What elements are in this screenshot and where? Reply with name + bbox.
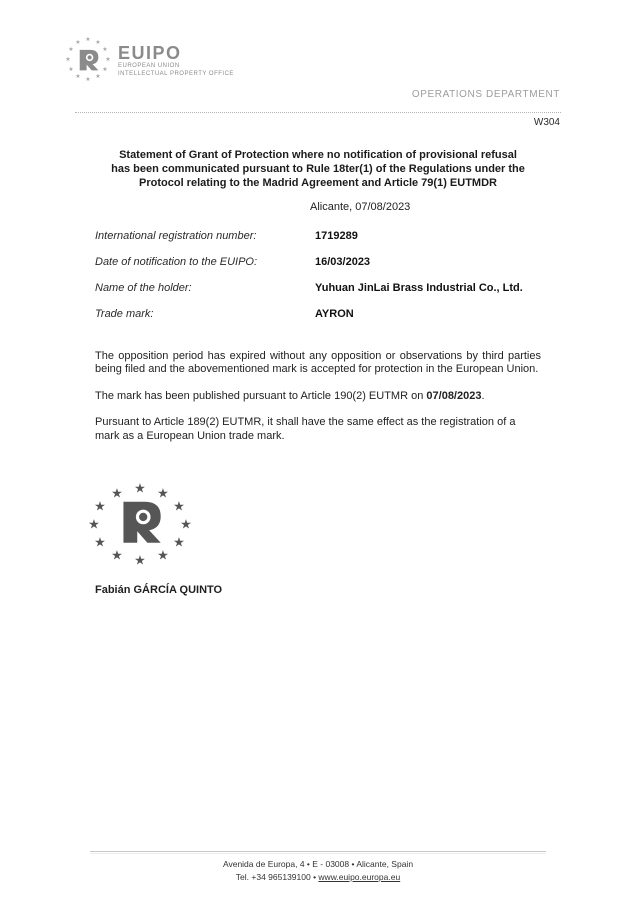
star-icon: ★ bbox=[75, 40, 81, 46]
form-code: W304 bbox=[533, 117, 560, 128]
footer-address: Avenida de Europa, 4 • E - 03008 • Alicante, Spain bbox=[222, 859, 414, 869]
star-icon: ★ bbox=[75, 74, 81, 80]
footer-telephone: Tel. +34 965139100 • bbox=[235, 871, 319, 882]
star-icon: ★ bbox=[134, 480, 146, 496]
field-row-notification-date bbox=[95, 256, 545, 282]
star-icon: ★ bbox=[105, 57, 111, 63]
footer-website-link[interactable]: www.euipo.europa.eu bbox=[318, 871, 401, 882]
dotted-divider bbox=[75, 112, 561, 113]
body-paragraphs bbox=[95, 350, 541, 456]
field-label: Trade mark: bbox=[95, 308, 154, 320]
paragraph-effect: Pursuant to Article 189(2) EUTMR, it shall have the same effect as the registration of a mark as a European Union trade mark. bbox=[95, 416, 516, 442]
signatory-name: Fabián GÁRCÍA QUINTO bbox=[95, 584, 223, 596]
star-icon: ★ bbox=[157, 547, 169, 563]
paragraph-publication bbox=[95, 390, 541, 403]
publication-date: 07/08/2023 bbox=[426, 389, 482, 402]
euipo-logo bbox=[64, 36, 234, 84]
star-icon: ★ bbox=[94, 498, 106, 514]
star-icon: ★ bbox=[102, 67, 108, 73]
logo-subtitle-2: INTELLECTUAL PROPERTY OFFICE bbox=[118, 71, 234, 77]
star-icon: ★ bbox=[180, 516, 192, 532]
paragraph-opposition: The opposition period has expired without any opposition or observations by third parties being filed and the abovementioned mark is accepted for protection in the European Union. bbox=[95, 350, 541, 376]
document-title-line2: has been communicated pursuant to Rule 18ter(1) of the Regulations under the bbox=[111, 163, 525, 175]
euipo-seal-stamp bbox=[86, 482, 194, 566]
star-icon: ★ bbox=[173, 534, 185, 550]
star-icon: ★ bbox=[134, 552, 146, 568]
star-icon: ★ bbox=[111, 485, 123, 501]
paragraph-publication-text: The mark has been published pursuant to Article 190(2) EUTMR on bbox=[95, 389, 427, 402]
euipo-r-mark-icon bbox=[77, 49, 100, 72]
footer-contact bbox=[0, 871, 636, 884]
paragraph-publication-suffix: . bbox=[481, 389, 485, 402]
field-value: AYRON bbox=[315, 308, 354, 320]
logo-acronym: EUIPO bbox=[118, 43, 182, 63]
star-icon: ★ bbox=[68, 47, 74, 53]
footer-divider bbox=[90, 851, 546, 854]
star-icon: ★ bbox=[88, 516, 100, 532]
logo-star-ring bbox=[64, 36, 112, 84]
star-icon: ★ bbox=[173, 498, 185, 514]
star-icon: ★ bbox=[102, 47, 108, 53]
star-icon: ★ bbox=[85, 37, 91, 43]
registration-fields bbox=[95, 230, 545, 334]
document-title-line1: Statement of Grant of Protection where no notification of provisional refusal bbox=[119, 149, 517, 161]
star-icon: ★ bbox=[94, 534, 106, 550]
field-label: International registration number: bbox=[95, 230, 257, 242]
document-title bbox=[80, 148, 556, 190]
logo-subtitle-1: EUROPEAN UNION bbox=[118, 63, 180, 69]
star-icon: ★ bbox=[85, 77, 91, 83]
field-row-trade-mark bbox=[95, 308, 545, 334]
field-label: Date of notification to the EUIPO: bbox=[95, 256, 258, 268]
logo-text bbox=[118, 36, 234, 78]
star-icon: ★ bbox=[95, 74, 101, 80]
place-date-line: Alicante, 07/08/2023 bbox=[310, 201, 411, 213]
star-icon: ★ bbox=[111, 547, 123, 563]
star-icon: ★ bbox=[68, 67, 74, 73]
euipo-r-mark-icon bbox=[117, 499, 163, 545]
footer bbox=[0, 858, 636, 883]
field-label: Name of the holder: bbox=[95, 282, 192, 294]
star-icon: ★ bbox=[157, 485, 169, 501]
field-value: Yuhuan JinLai Brass Industrial Co., Ltd. bbox=[315, 282, 523, 294]
field-row-holder-name bbox=[95, 282, 545, 308]
star-icon: ★ bbox=[95, 40, 101, 46]
field-row-registration-number bbox=[95, 230, 545, 256]
document-title-line3: Protocol relating to the Madrid Agreement and Article 79(1) EUTMDR bbox=[139, 177, 497, 189]
star-icon: ★ bbox=[65, 57, 71, 63]
department-label: OPERATIONS DEPARTMENT bbox=[411, 89, 560, 100]
field-value: 1719289 bbox=[315, 230, 358, 242]
field-value: 16/03/2023 bbox=[315, 256, 371, 268]
